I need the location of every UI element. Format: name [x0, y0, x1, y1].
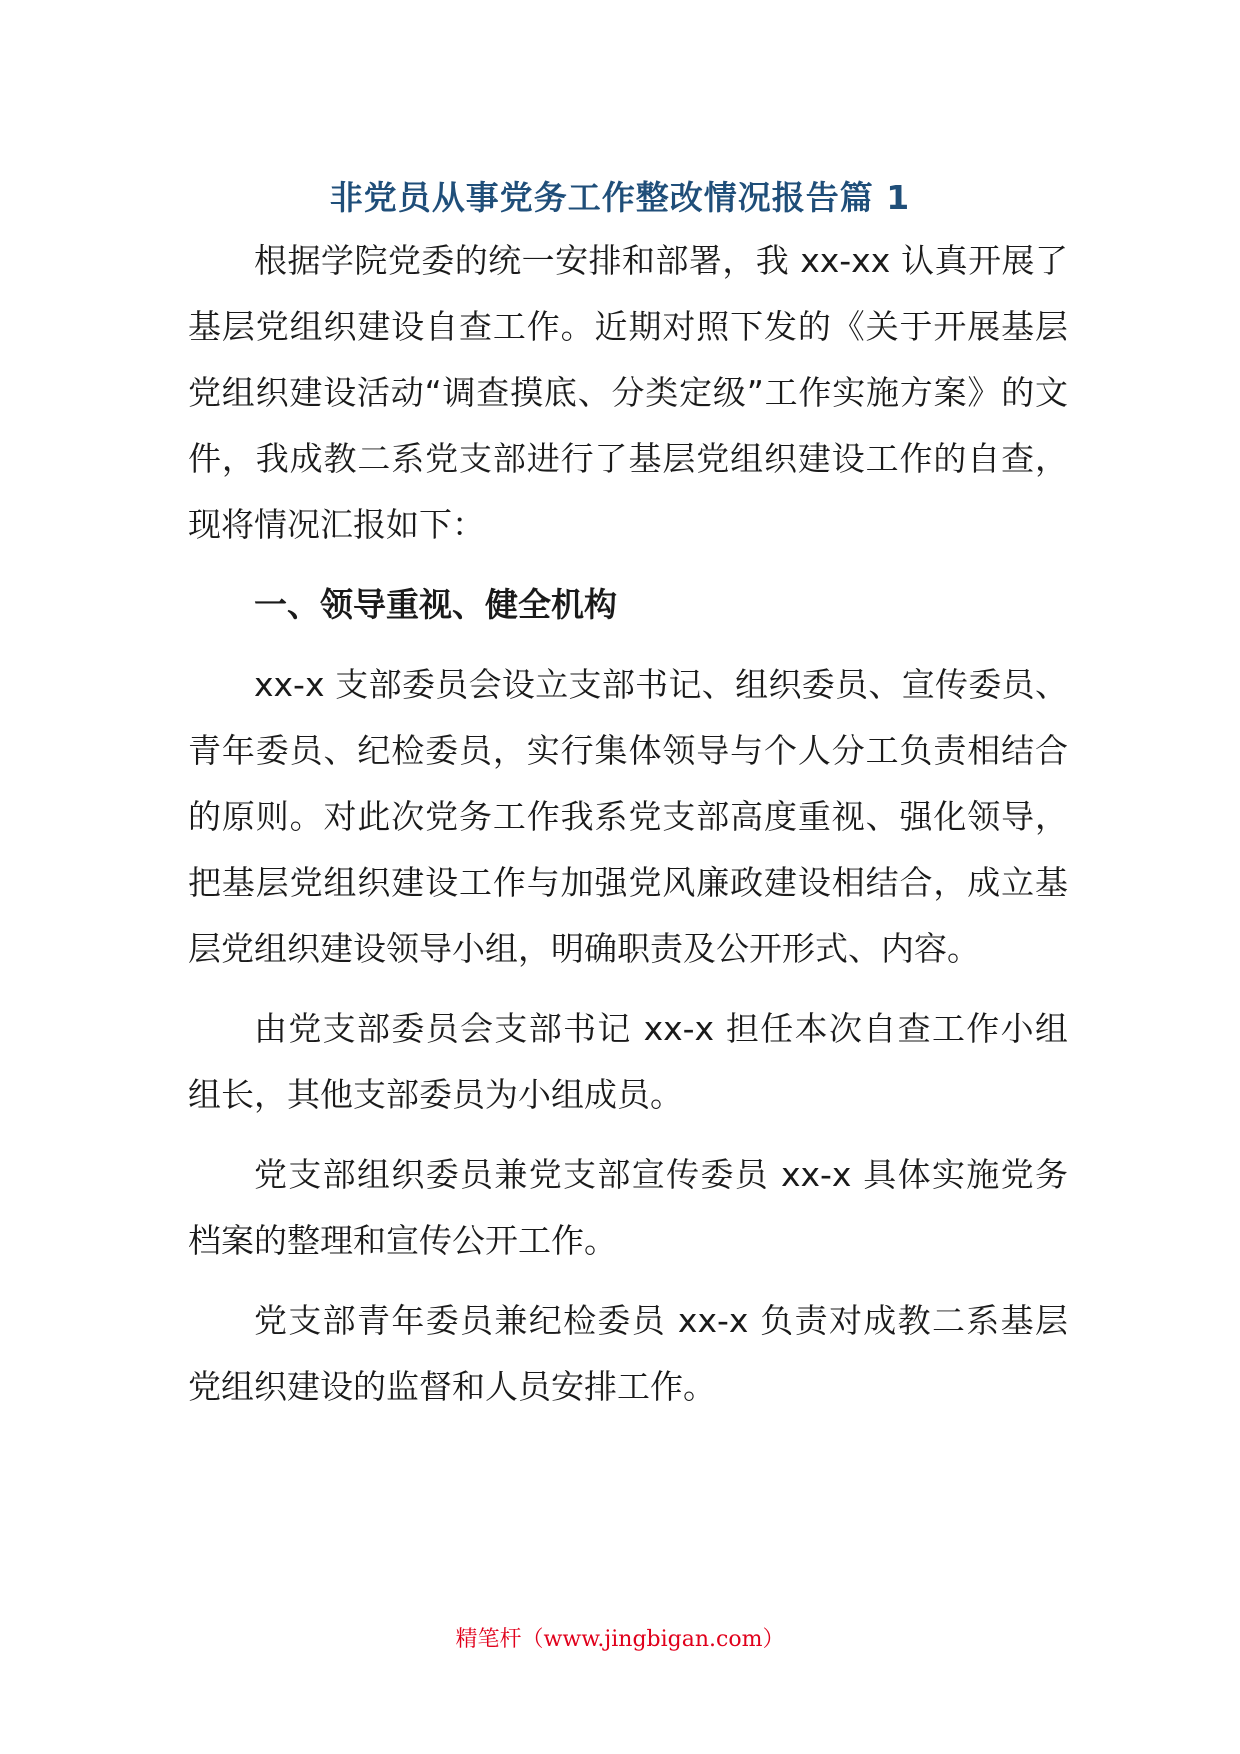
document-body [188, 228, 1068, 1420]
paragraph-archive: 党支部组织委员兼党支部宣传委员 xx-x 具体实施党务档案的整理和宣传公开工作。 [188, 1155, 1068, 1260]
paragraph-group-leader: 由党支部委员会支部书记 xx-x 担任本次自查工作小组组长，其他支部委员为小组成员。 [188, 1009, 1068, 1114]
paragraph-supervision: 党支部青年委员兼纪检委员 xx-x 负责对成教二系基层党组织建设的监督和人员安排工作。 [188, 1301, 1068, 1406]
document-title: 非党员从事党务工作整改情况报告篇 1 [329, 178, 911, 217]
paragraph-intro: 根据学院党委的统一安排和部署，我 xx-xx 认真开展了基层党组织建设自查工作。近期对照下发的《关于开展基层党组织建设活动“调查摸底、分类定级”工作实施方案》的文件，我成教二系党支部进行了基层党组织建设工作的自查，现将情况汇报如下： [188, 241, 1068, 544]
footer-watermark: 精笔杆（www.jingbigan.com） [455, 1627, 785, 1652]
paragraph-committee: xx-x 支部委员会设立支部书记、组织委员、宣传委员、青年委员、纪检委员，实行集体领导与个人分工负责相结合的原则。对此次党务工作我系党支部高度重视、强化领导，把基层党组织建设工作与加强党风廉政建设相结合，成立基层党组织建设领导小组，明确职责及公开形式、内容。 [188, 665, 1068, 968]
section-heading: 一、领导重视、健全机构 [254, 585, 617, 624]
